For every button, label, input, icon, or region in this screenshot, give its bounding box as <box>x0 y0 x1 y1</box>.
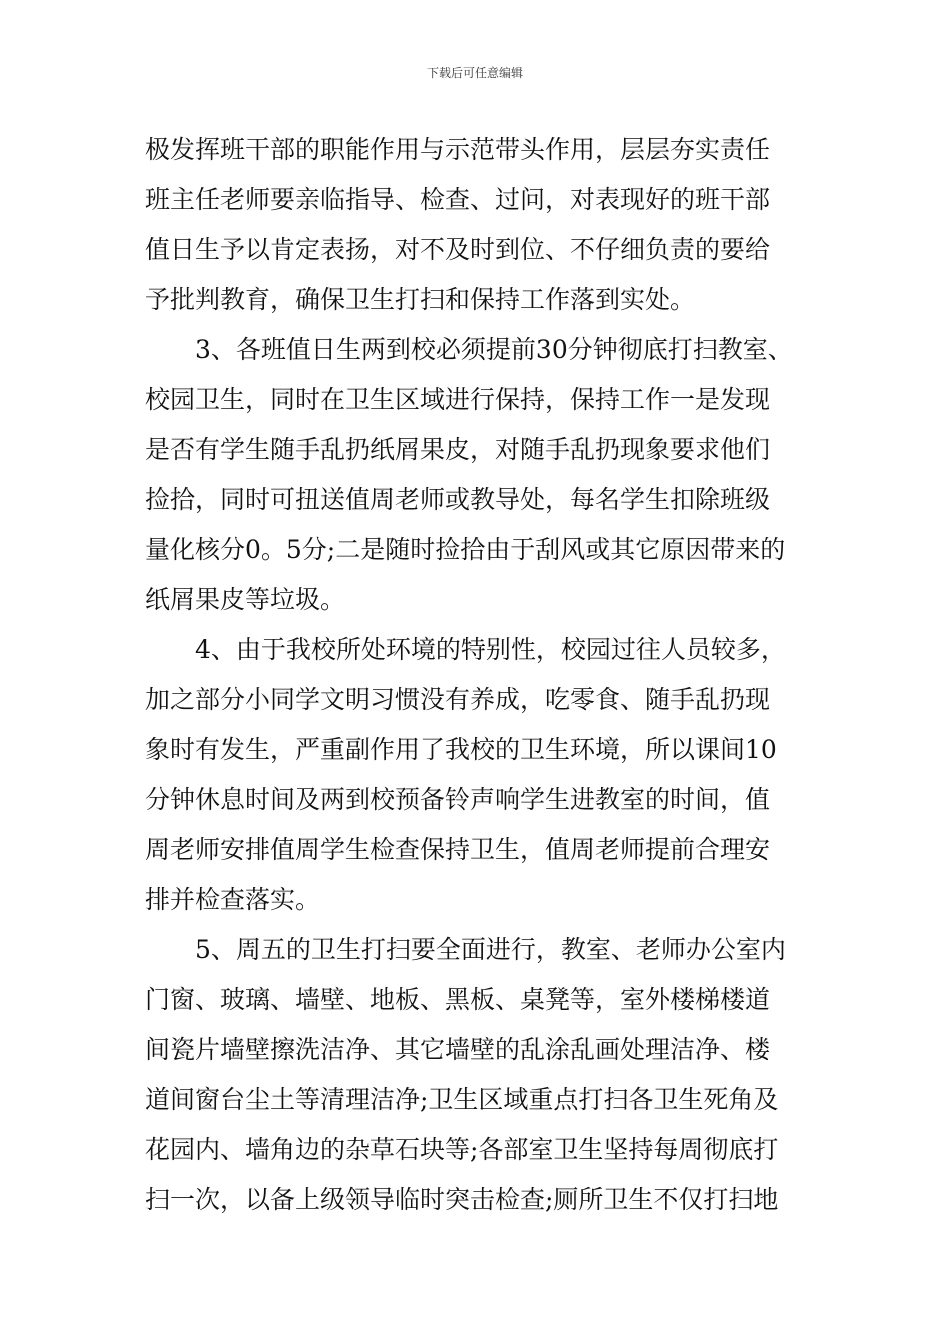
text-line: 予批判教育，确保卫生打扫和保持工作落到实处。 <box>145 285 696 314</box>
text-line: 4、由于我校所处环境的特别性，校园过往人员较多， <box>195 635 786 664</box>
text-line: 极发挥班干部的职能作用与示范带头作用，层层夯实责任 <box>145 135 771 164</box>
document-body <box>145 125 807 1225</box>
text-line: 花园内、墙角边的杂草石块等;各部室卫生坚持每周彻底打 <box>145 1135 779 1164</box>
text-line: 捡拾，同时可扭送值周老师或教导处，每名学生扣除班级 <box>145 485 771 514</box>
text-line: 班主任老师要亲临指导、检查、过问，对表现好的班干部 <box>145 185 771 214</box>
text-line: 象时有发生，严重副作用了我校的卫生环境，所以课间10 <box>145 735 777 764</box>
text-line: 周老师安排值周学生检查保持卫生，值周老师提前合理安 <box>145 835 771 864</box>
text-line: 分钟休息时间及两到校预备铃声响学生进教室的时间，值 <box>145 785 771 814</box>
text-line: 间瓷片墙壁擦洗洁净、其它墙壁的乱涂乱画处理洁净、楼 <box>145 1035 771 1064</box>
text-line: 量化核分0。5分;二是随时捡拾由于刮风或其它原因带来的 <box>145 535 786 564</box>
text-line: 排并检查落实。 <box>145 885 321 914</box>
paragraph <box>145 125 807 325</box>
paragraph <box>145 625 807 925</box>
text-line: 加之部分小同学文明习惯没有养成，吃零食、随手乱扔现 <box>145 685 771 714</box>
paragraph <box>145 925 807 1225</box>
text-line: 扫一次，以备上级领导临时突击检查;厕所卫生不仅打扫地 <box>145 1185 779 1214</box>
page-header-note: 下载后可任意编辑 <box>426 66 523 80</box>
text-line: 道间窗台尘土等清理洁净;卫生区域重点打扫各卫生死角及 <box>145 1085 779 1114</box>
text-line: 是否有学生随手乱扔纸屑果皮，对随手乱扔现象要求他们 <box>145 435 771 464</box>
text-line: 校园卫生，同时在卫生区域进行保持，保持工作一是发现 <box>145 385 771 414</box>
text-line: 门窗、玻璃、墙壁、地板、黑板、桌凳等，室外楼梯楼道 <box>145 985 771 1014</box>
text-line: 值日生予以肯定表扬，对不及时到位、不仔细负责的要给 <box>145 235 771 264</box>
text-line: 纸屑果皮等垃圾。 <box>145 585 346 614</box>
text-line: 5、周五的卫生打扫要全面进行，教室、老师办公室内 <box>195 935 786 964</box>
text-line: 3、各班值日生两到校必须提前30分钟彻底打扫教室、 <box>195 335 793 364</box>
paragraph <box>145 325 807 625</box>
